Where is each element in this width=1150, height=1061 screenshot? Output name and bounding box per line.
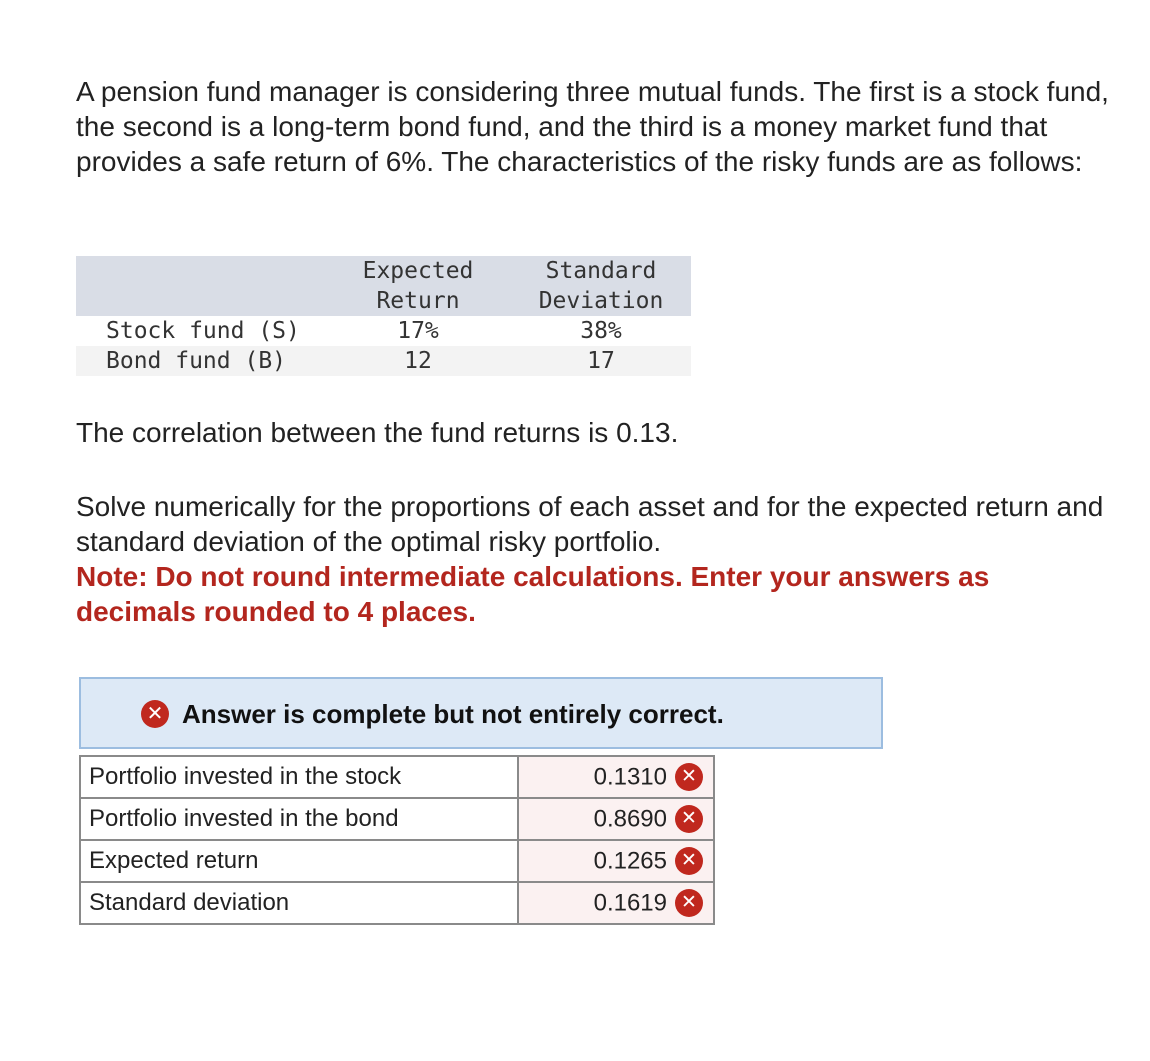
std-dev-value: 38%: [580, 318, 622, 344]
incorrect-icon: ✕: [675, 763, 703, 791]
question-intro: A pension fund manager is considering three mutual funds. The first is a stock fund, the second is a long-term bond fund, and the third is a money market fund that provides a safe return of 6%. The characteristics of the risky funds are as follows:: [76, 76, 1109, 177]
table-row: [80, 840, 714, 882]
incorrect-icon: ✕: [675, 847, 703, 875]
result-banner: [79, 677, 883, 749]
expected-return-header: [338, 256, 498, 316]
answer-cell[interactable]: [518, 882, 714, 924]
fund-name: Bond fund (B): [106, 348, 287, 374]
x-circle-icon: ✕: [141, 700, 169, 728]
answer-value: 0.1265: [593, 847, 667, 875]
std-dev-header: [521, 256, 681, 316]
expected-return-value: 12: [404, 348, 432, 374]
answer-label: Expected return: [80, 840, 518, 882]
correlation-text: The correlation between the fund returns is 0.13.: [76, 417, 679, 448]
result-message: Answer is complete but not entirely correct.: [182, 699, 724, 729]
fund-characteristics-table: [76, 256, 691, 376]
answer-label: Portfolio invested in the bond: [80, 798, 518, 840]
table-row: [80, 798, 714, 840]
header-text: Deviation: [538, 288, 664, 314]
answer-cell[interactable]: [518, 756, 714, 798]
std-dev-value: 17: [587, 348, 615, 374]
expected-return-value: 17%: [397, 318, 439, 344]
fund-name: Stock fund (S): [106, 318, 300, 344]
header-text: Standard: [545, 258, 657, 284]
answer-value: 0.1619: [593, 889, 667, 917]
answer-value: 0.8690: [593, 805, 667, 833]
answer-value: 0.1310: [593, 763, 667, 791]
header-text: Expected: [362, 258, 474, 284]
instruction-text: Solve numerically for the proportions of each asset and for the expected return and standard deviation of the optimal risky portfolio.: [76, 491, 1104, 557]
note-text: Note: Do not round intermediate calculations. Enter your answers as decimals rounded to 4 places.: [76, 561, 990, 627]
incorrect-icon: ✕: [675, 889, 703, 917]
answer-label: Standard deviation: [80, 882, 518, 924]
incorrect-icon: ✕: [675, 805, 703, 833]
answer-cell[interactable]: [518, 798, 714, 840]
instruction-block: [76, 489, 1116, 629]
answer-cell[interactable]: [518, 840, 714, 882]
answer-label: Portfolio invested in the stock: [80, 756, 518, 798]
answer-table: [79, 755, 715, 925]
table-header: [76, 256, 691, 316]
table-row: [80, 882, 714, 924]
table-row: [76, 316, 691, 346]
table-row: [76, 346, 691, 376]
table-row: [80, 756, 714, 798]
header-text: Return: [376, 288, 460, 314]
